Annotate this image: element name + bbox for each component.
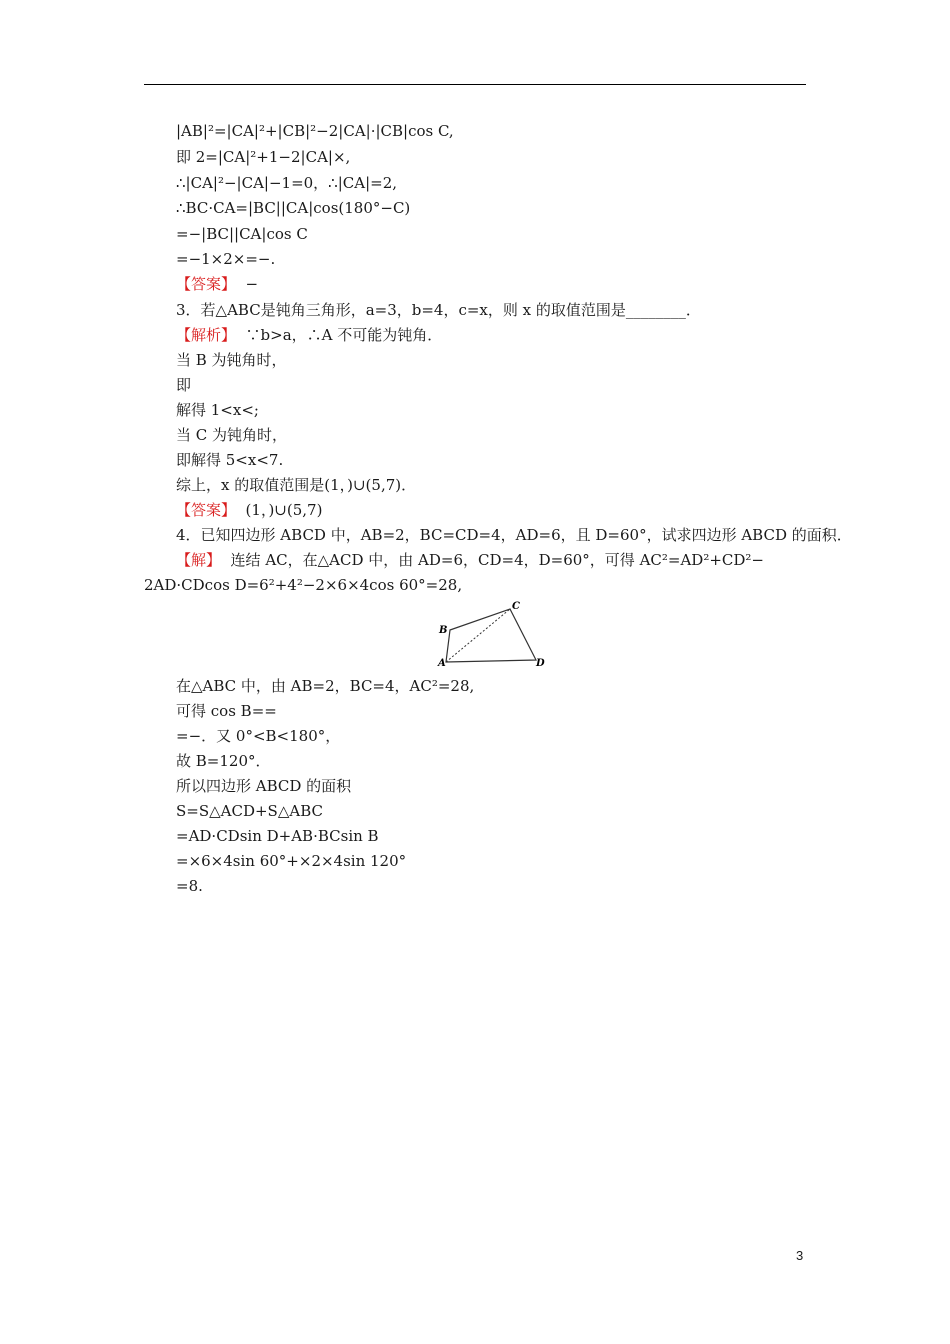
text-line: 解得 1<x<;: [176, 401, 259, 419]
answer-tag: 【答案】: [176, 275, 237, 293]
answer-text: (1，)∪(5,7): [236, 501, 323, 519]
page-number: 3: [796, 1248, 804, 1263]
text-line: 所以四边形 ABCD 的面积: [176, 777, 352, 795]
answer-line: [176, 501, 322, 519]
text-line: =×6×4sin 60°+×2×4sin 120°: [176, 852, 407, 870]
text-line: =AD·CDsin D+AB·BCsin B: [176, 827, 379, 845]
analysis-line: [176, 326, 442, 344]
answer-text: −: [236, 275, 259, 293]
question-3: 3．若△ABC是钝角三角形，a=3，b=4，c=x，则 x 的取值范围是________．: [176, 301, 701, 319]
answer-line: [176, 275, 258, 293]
analysis-text: ∵b>a，∴A 不可能为钝角．: [236, 326, 443, 344]
text-line: ∴BC·CA=|BC||CA|cos(180°−C): [176, 199, 411, 217]
text-line: 当 C 为钝角时，: [176, 426, 288, 444]
text-line: =−|BC||CA|cos C: [176, 225, 308, 243]
text-line: 可得 cos B==: [176, 702, 277, 720]
diagonal-ac: [446, 609, 510, 662]
text-line: S=S△ACD+S△ABC: [176, 802, 323, 820]
text-line: =8.: [176, 877, 203, 895]
label-c: C: [512, 601, 520, 612]
text-line: 2AD·CDcos D=6²+4²−2×6×4cos 60°=28,: [144, 576, 463, 594]
text-line: 即: [176, 376, 192, 394]
text-line: 综上，x 的取值范围是(1，)∪(5,7)．: [176, 476, 417, 494]
label-a: A: [438, 658, 446, 669]
solution-tag: 【解】: [176, 551, 222, 569]
answer-tag: 【答案】: [176, 501, 237, 519]
analysis-tag: 【解析】: [176, 326, 237, 344]
solution-line: [176, 551, 764, 569]
label-d: D: [536, 658, 545, 669]
text-line: ∴|CA|²−|CA|−1=0，∴|CA|=2,: [176, 174, 398, 192]
text-line: =−1×2×=−.: [176, 250, 276, 268]
solution-text: 连结 AC，在△ACD 中，由 AD=6，CD=4，D=60°，可得 AC²=AD²+CD²−: [221, 551, 764, 569]
header-rule: [144, 84, 806, 85]
text-line: |AB|²=|CA|²+|CB|²−2|CA|·|CB|cos C,: [176, 122, 454, 140]
text-line: =−．又 0°<B<180°，: [176, 727, 341, 745]
text-line: 即解得 5<x<7.: [176, 451, 284, 469]
text-line: 故 B=120°．: [176, 752, 271, 770]
text-line: 在△ABC 中，由 AB=2，BC=4，AC²=28,: [176, 677, 475, 695]
question-4: 4．已知四边形 ABCD 中，AB=2，BC=CD=4，AD=6，且 D=60°，试求四边形 ABCD 的面积．: [176, 526, 852, 544]
text-line: 当 B 为钝角时，: [176, 351, 287, 369]
text-line: 即 2=|CA|²+1−2|CA|×,: [176, 148, 351, 166]
label-b: B: [439, 625, 448, 636]
quadrilateral-figure: [430, 598, 550, 670]
quadrilateral-outline: [446, 609, 536, 662]
